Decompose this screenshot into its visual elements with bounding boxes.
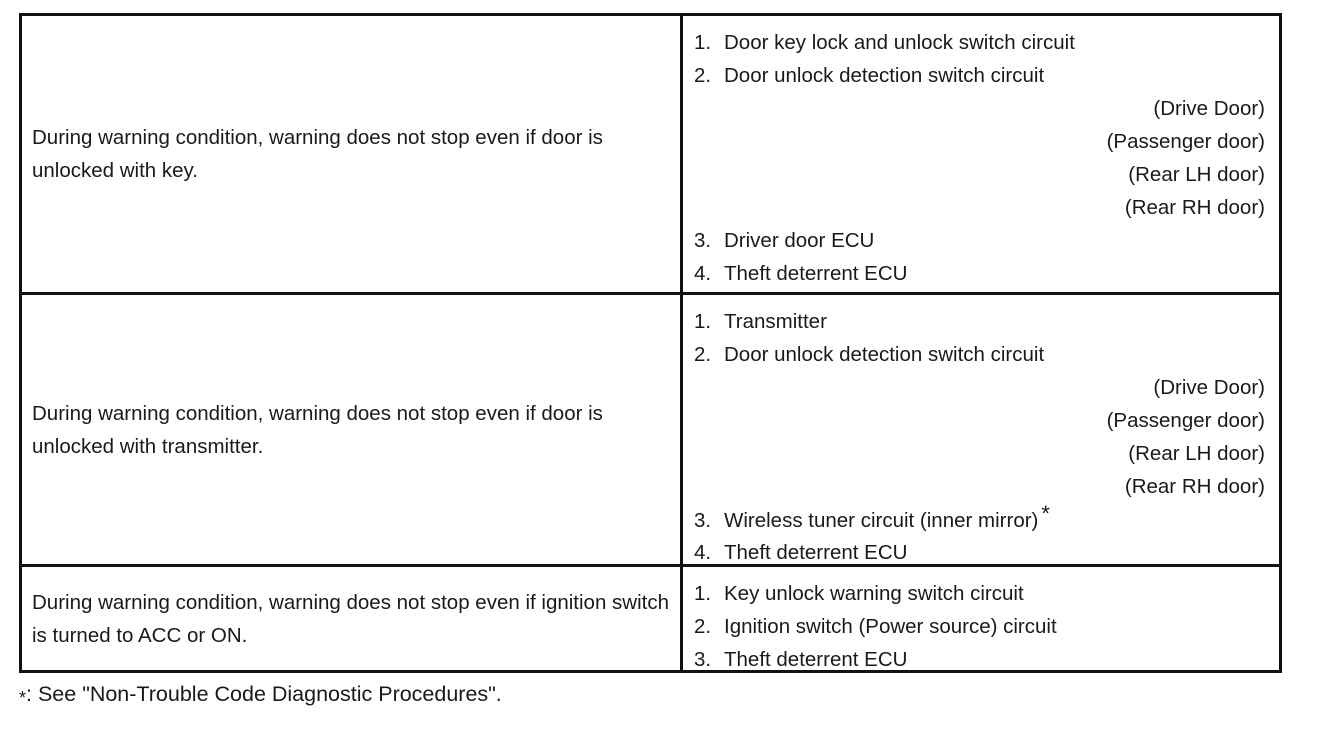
cause-number: 2.: [694, 615, 712, 638]
footnote-text: : See "Non-Trouble Code Diagnostic Procedures".: [26, 682, 502, 706]
cause-item: [694, 503, 1265, 536]
cause-subitem: (Rear LH door): [1128, 442, 1265, 465]
symptom-text: During warning condition, warning does not stop even if door is unlocked with key.: [32, 126, 603, 182]
cause-item: [694, 338, 1265, 371]
asterisk-mark: *: [19, 688, 27, 708]
cause-item: [694, 643, 1265, 676]
symptom-cell: [22, 567, 683, 670]
cause-number: 4.: [694, 541, 712, 564]
cause-text: Ignition switch (Power source) circuit: [724, 615, 1057, 638]
asterisk-mark: *: [1041, 501, 1050, 526]
cause-number: 1.: [694, 310, 712, 333]
cause-subitem: (Rear RH door): [1124, 475, 1265, 498]
footnote: [19, 682, 502, 707]
cause-number: 1.: [694, 31, 712, 54]
table-row: [22, 16, 1279, 292]
cause-text: Door key lock and unlock switch circuit: [724, 31, 1075, 54]
symptom-text: During warning condition, warning does not stop even if door is unlocked with transmitter.: [32, 401, 603, 458]
cause-text: Transmitter: [724, 310, 827, 333]
cause-item: [694, 224, 1265, 257]
cause-item: [694, 536, 1265, 569]
symptom-cell: [22, 295, 683, 564]
table-row: [22, 564, 1279, 670]
cause-number: 2.: [694, 343, 712, 366]
symptom-cell: [22, 16, 683, 292]
cause-item: [694, 26, 1265, 59]
cause-subitem: (Passenger door): [1106, 409, 1265, 432]
cause-number: 1.: [694, 582, 712, 605]
cause-subitem: (Rear RH door): [1124, 196, 1265, 219]
cause-subitem: (Drive Door): [1153, 376, 1265, 399]
causes-cell: [683, 295, 1279, 564]
diagnosis-table: [19, 13, 1282, 673]
causes-cell: [683, 16, 1279, 292]
cause-subitem: (Drive Door): [1153, 97, 1265, 120]
cause-number: 3.: [694, 509, 712, 532]
cause-text: Theft deterrent ECU: [724, 262, 908, 285]
cause-text: Key unlock warning switch circuit: [724, 582, 1024, 605]
cause-number: 4.: [694, 262, 712, 285]
cause-item: [694, 577, 1265, 610]
cause-number: 3.: [694, 648, 712, 671]
cause-text: Door unlock detection switch circuit: [724, 343, 1045, 366]
cause-number: 2.: [694, 64, 712, 87]
cause-item: [694, 257, 1265, 290]
cause-text: Theft deterrent ECU: [724, 648, 908, 671]
cause-number: 3.: [694, 229, 712, 252]
cause-item: [694, 305, 1265, 338]
cause-text: Driver door ECU: [724, 229, 875, 252]
cause-item: [694, 59, 1265, 92]
cause-text: Theft deterrent ECU: [724, 541, 908, 564]
cause-item: [694, 610, 1265, 643]
cause-subitem: (Passenger door): [1106, 130, 1265, 153]
cause-subitem: (Rear LH door): [1128, 163, 1265, 186]
cause-text: Wireless tuner circuit (inner mirror): [724, 509, 1039, 532]
table-row: [22, 292, 1279, 564]
cause-text: Door unlock detection switch circuit: [724, 64, 1045, 87]
causes-cell: [683, 567, 1279, 670]
symptom-text: During warning condition, warning does not stop even if ignition switch is turned to ACC or ON.: [32, 590, 670, 647]
